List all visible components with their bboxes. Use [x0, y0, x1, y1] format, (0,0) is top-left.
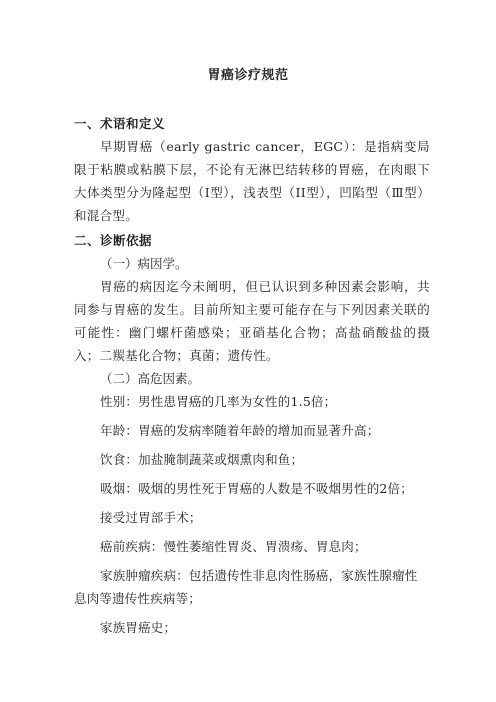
section-heading-terms: 一、术语和定义	[74, 116, 166, 131]
subheading-etiology: （一）病因学。	[100, 256, 188, 271]
risk-item-family-history: 家族胃癌史；	[100, 620, 177, 635]
document-body	[74, 110, 430, 645]
risk-item-family-tumor: 家族肿瘤疾病：包括遗传性非息肉性肠癌，家族性腺瘤性息肉等遗传性疾病等；	[74, 568, 418, 606]
risk-item-age: 年龄：胃癌的发病率随着年龄的增加而显著升高；	[100, 423, 380, 438]
subheading-risk-factors: （二）高危因素。	[100, 371, 201, 386]
risk-item-diet: 饮食：加盐腌制蔬菜或烟熏肉和鱼；	[100, 452, 304, 467]
paragraph-egc-definition: 早期胃癌（early gastric cancer，EGC）：是指病变局限于粘膜或粘膜下层，不论有无淋巴结转移的胃癌，在肉眼下大体类型分为隆起型（I型），浅表型（II型），凹陷型（Ⅲ型）和混合型。	[74, 139, 430, 223]
risk-item-gender: 性别：男性患胃癌的几率为女性的1.5倍；	[100, 394, 337, 409]
risk-item-surgery: 接受过胃部手术；	[100, 510, 202, 525]
risk-item-smoking: 吸烟：吸烟的男性死于胃癌的人数是不吸烟男性的2倍；	[100, 481, 413, 496]
paragraph-etiology: 胃癌的病因迄今未阐明，但已认识到多种因素会影响，共同参与胃癌的发生。目前所知主要可能存在与下列因素关联的可能性：幽门螺杆菌感染；亚硝基化合物；高盐硝酸盐的摄入；二羰基化合物；真菌；遗传性。	[74, 279, 430, 363]
risk-item-precancerous: 癌前疾病：慢性萎缩性胃炎、胃溃疡、胃息肉；	[100, 539, 367, 554]
section-heading-diagnosis: 二、诊断依据	[74, 233, 153, 248]
document-title: 胃癌诊疗规范	[207, 68, 289, 83]
